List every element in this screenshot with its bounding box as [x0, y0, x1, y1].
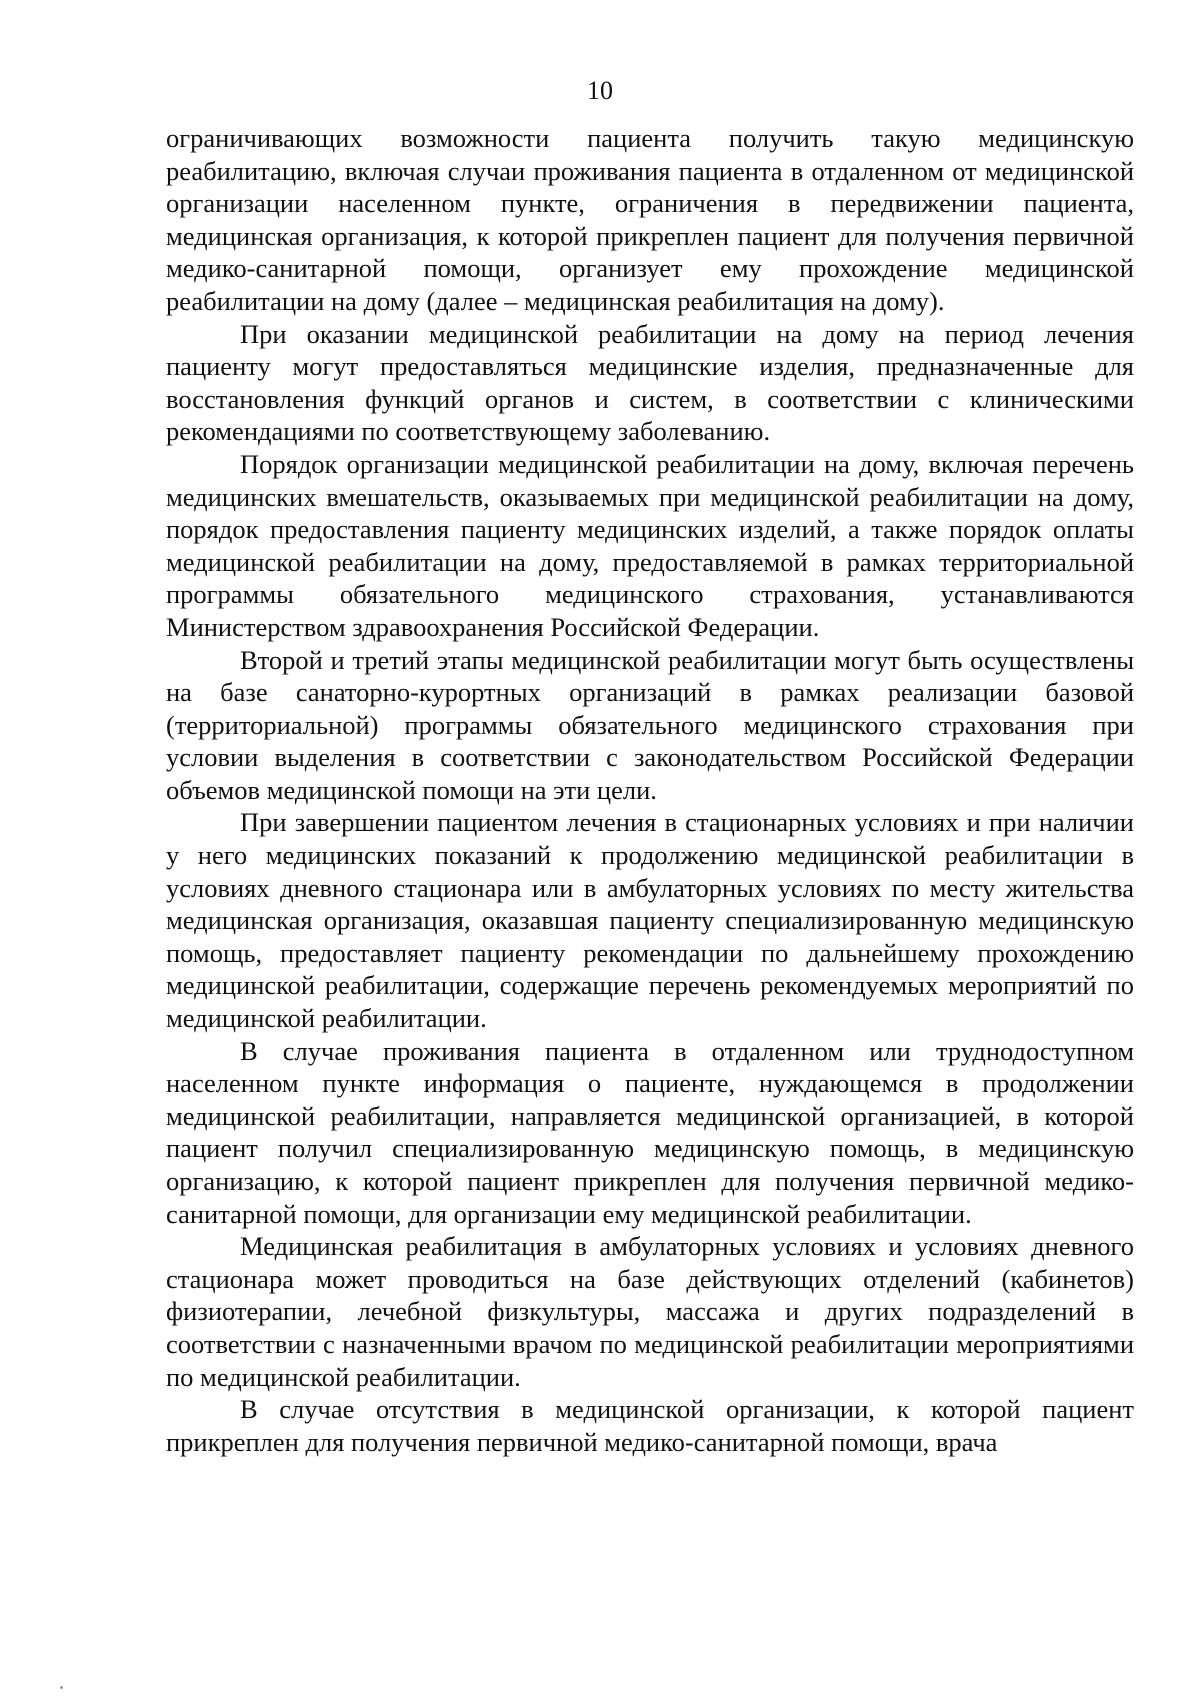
- paragraph-discharge-recommendations: При завершении пациентом лечения в стационарных условиях и при наличии у него медицинских показаний к продолжению медицинской реабилитации в условиях дневного стационара или в амбулаторных условиях по месту жительства медицинская организация, оказавшая пациенту специализированную медицинскую помощь, предоставляет пациенту рекомендации по дальнейшему прохождению медицинской реабилитации, содержащие перечень рекомендуемых мероприятий по медицинской реабилитации.: [166, 807, 1134, 1034]
- paragraph-absence-of-doctor: В случае отсутствия в медицинской организации, к которой пациент прикреплен для получения первичной медико-санитарной помощи, врача: [166, 1394, 1134, 1457]
- paragraph-outpatient-departments: Медицинская реабилитация в амбулаторных условиях и условиях дневного стационара может проводиться на базе действующих отделений (кабинетов) физиотерапии, лечебной физкультуры, массажа и других подразделений в соответствии с назначенными врачом по медицинской реабилитации мероприятиями по медицинской реабилитации.: [166, 1231, 1134, 1392]
- paragraph-sanatorium-stages: Второй и третий этапы медицинской реабилитации могут быть осуществлены на базе санаторно-курортных организаций в рамках реализации базовой (территориальной) программы обязательного медицинского страхования при условии выделения в соответствии с законодательством Российской Федерации объемов медицинской помощи на эти цели.: [166, 644, 1134, 805]
- page-number: 10: [587, 76, 613, 105]
- scan-artifact: [60, 1686, 63, 1689]
- paragraph-continued: ограничивающих возможности пациента получить такую медицинскую реабилитацию, включая случаи проживания пациента в отдаленном от медицинской организации населенном пункте, ограничения в передвижении пациента, медицинская организация, к которой прикреплен пациент для получения первичной медико-санитарной помощи, организует ему прохождение медицинской реабилитации на дому (далее – медицинская реабилитация на дому).: [166, 123, 1134, 316]
- paragraph-medical-devices: При оказании медицинской реабилитации на дому на период лечения пациенту могут предоставляться медицинские изделия, предназначенные для восстановления функций органов и систем, в соответствии с клиническими рекомендациями по соответствующему заболеванию.: [166, 318, 1134, 447]
- paragraph-home-rehab-procedure: Порядок организации медицинской реабилитации на дому, включая перечень медицинских вмешательств, оказываемых при медицинской реабилитации на дому, порядок предоставления пациенту медицинских изделий, а также порядок оплаты медицинской реабилитации на дому, предоставляемой в рамках территориальной программы обязательного медицинского страхования, устанавливаются Министерством здравоохранения Российской Федерации.: [166, 448, 1134, 642]
- paragraph-remote-residence: В случае проживания пациента в отдаленном или труднодоступном населенном пункте информация о пациенте, нуждающемся в продолжении медицинской реабилитации, направляется медицинской организацией, в которой пациент получил специализированную медицинскую помощь, в медицинскую организацию, к которой пациент прикреплен для получения первичной медико-санитарной помощи, для организации ему медицинской реабилитации.: [166, 1035, 1134, 1229]
- document-body: [166, 122, 1134, 1458]
